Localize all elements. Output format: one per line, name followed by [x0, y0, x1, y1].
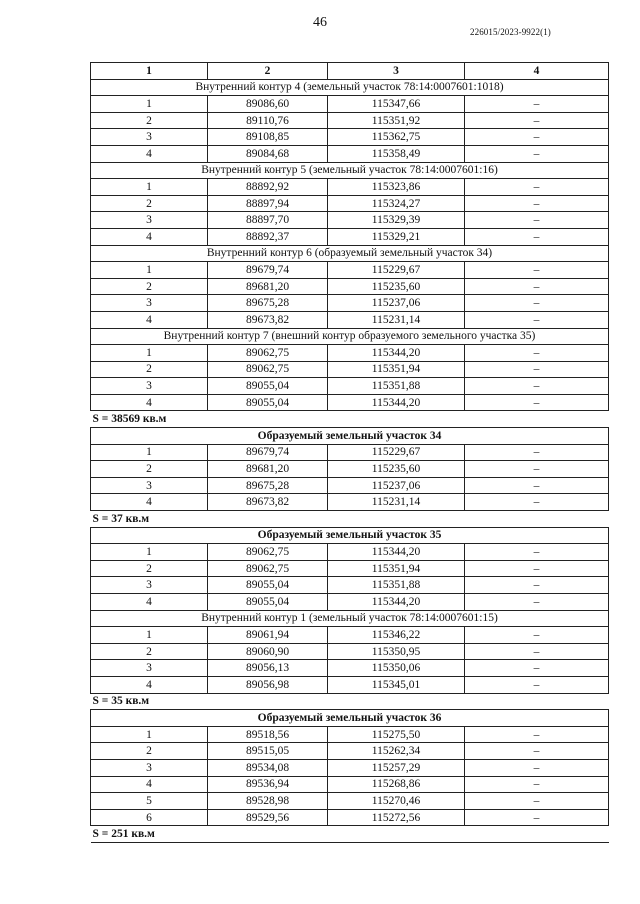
y-coordinate-cell: 115351,92 [328, 112, 465, 129]
table-row [91, 278, 609, 295]
table-row [91, 560, 609, 577]
x-coordinate-cell: 89061,94 [208, 627, 328, 644]
point-number-cell: 4 [91, 676, 208, 693]
x-coordinate-cell: 89110,76 [208, 112, 328, 129]
x-coordinate-cell: 89062,75 [208, 560, 328, 577]
section-heading-row [91, 428, 609, 445]
x-coordinate-cell: 89060,90 [208, 643, 328, 660]
note-cell: – [465, 228, 609, 245]
note-cell: – [465, 726, 609, 743]
x-coordinate-cell: 89529,56 [208, 809, 328, 826]
section-heading-row [91, 710, 609, 727]
x-coordinate-cell: 89084,68 [208, 145, 328, 162]
x-coordinate-cell: 89679,74 [208, 444, 328, 461]
x-coordinate-cell: 89056,98 [208, 676, 328, 693]
note-cell: – [465, 809, 609, 826]
y-coordinate-cell: 115231,14 [328, 494, 465, 511]
x-coordinate-cell: 88897,94 [208, 195, 328, 212]
point-number-cell: 5 [91, 793, 208, 810]
point-number-cell: 4 [91, 494, 208, 511]
x-coordinate-cell: 89515,05 [208, 743, 328, 760]
section-heading-row [91, 610, 609, 627]
table-row [91, 378, 609, 395]
section-heading: Внутренний контур 1 (земельный участок 78:14:0007601:15) [91, 610, 609, 627]
y-coordinate-cell: 115275,50 [328, 726, 465, 743]
x-coordinate-cell: 89062,75 [208, 544, 328, 561]
y-coordinate-cell: 115272,56 [328, 809, 465, 826]
x-coordinate-cell: 89518,56 [208, 726, 328, 743]
y-coordinate-cell: 115344,20 [328, 394, 465, 411]
note-cell: – [465, 394, 609, 411]
y-coordinate-cell: 115358,49 [328, 145, 465, 162]
x-coordinate-cell: 89055,04 [208, 378, 328, 395]
table-row [91, 776, 609, 793]
note-cell: – [465, 195, 609, 212]
table-row [91, 594, 609, 611]
x-coordinate-cell: 89108,85 [208, 129, 328, 146]
table-row [91, 577, 609, 594]
point-number-cell: 1 [91, 627, 208, 644]
y-coordinate-cell: 115237,06 [328, 295, 465, 312]
note-cell: – [465, 560, 609, 577]
table-row [91, 129, 609, 146]
y-coordinate-cell: 115350,06 [328, 660, 465, 677]
note-cell: – [465, 145, 609, 162]
table-row [91, 627, 609, 644]
note-cell: – [465, 759, 609, 776]
note-cell: – [465, 643, 609, 660]
area-total: S = 251 кв.м [91, 826, 609, 843]
section-heading-row [91, 162, 609, 179]
section-heading: Образуемый земельный участок 34 [91, 428, 609, 445]
y-coordinate-cell: 115229,67 [328, 262, 465, 279]
y-coordinate-cell: 115350,95 [328, 643, 465, 660]
note-cell: – [465, 477, 609, 494]
note-cell: – [465, 494, 609, 511]
section-heading-row [91, 79, 609, 96]
page-number: 46 [313, 15, 327, 30]
point-number-cell: 2 [91, 112, 208, 129]
table-row [91, 643, 609, 660]
x-coordinate-cell: 88892,37 [208, 228, 328, 245]
x-coordinate-cell: 89055,04 [208, 577, 328, 594]
table-row [91, 228, 609, 245]
area-total-row [91, 826, 609, 843]
table-row [91, 793, 609, 810]
point-number-cell: 1 [91, 345, 208, 362]
x-coordinate-cell: 89055,04 [208, 394, 328, 411]
x-coordinate-cell: 89536,94 [208, 776, 328, 793]
table-row [91, 96, 609, 113]
header-cell-x: 2 [208, 63, 328, 80]
header-cell-y: 3 [328, 63, 465, 80]
table-row [91, 477, 609, 494]
table-row [91, 195, 609, 212]
table-header-row [91, 63, 609, 80]
point-number-cell: 2 [91, 278, 208, 295]
y-coordinate-cell: 115235,60 [328, 461, 465, 478]
section-heading: Образуемый земельный участок 35 [91, 527, 609, 544]
section-heading: Внутренний контур 5 (земельный участок 78:14:0007601:16) [91, 162, 609, 179]
table-row [91, 809, 609, 826]
section-heading-row [91, 245, 609, 262]
point-number-cell: 3 [91, 577, 208, 594]
y-coordinate-cell: 115351,94 [328, 560, 465, 577]
y-coordinate-cell: 115229,67 [328, 444, 465, 461]
note-cell: – [465, 311, 609, 328]
table-row [91, 394, 609, 411]
note-cell: – [465, 544, 609, 561]
table-row [91, 212, 609, 229]
area-total: S = 37 кв.м [91, 511, 609, 528]
note-cell: – [465, 461, 609, 478]
area-total-row [91, 411, 609, 428]
table-row [91, 179, 609, 196]
area-total: S = 38569 кв.м [91, 411, 609, 428]
point-number-cell: 1 [91, 544, 208, 561]
table-row [91, 759, 609, 776]
table-row [91, 145, 609, 162]
table-row [91, 494, 609, 511]
table-row [91, 345, 609, 362]
table-row [91, 660, 609, 677]
note-cell: – [465, 112, 609, 129]
table-row [91, 311, 609, 328]
x-coordinate-cell: 89679,74 [208, 262, 328, 279]
coordinates-table [90, 62, 609, 843]
y-coordinate-cell: 115268,86 [328, 776, 465, 793]
table-row [91, 361, 609, 378]
x-coordinate-cell: 89056,13 [208, 660, 328, 677]
point-number-cell: 2 [91, 361, 208, 378]
section-heading: Образуемый земельный участок 36 [91, 710, 609, 727]
point-number-cell: 4 [91, 228, 208, 245]
point-number-cell: 3 [91, 660, 208, 677]
note-cell: – [465, 444, 609, 461]
note-cell: – [465, 660, 609, 677]
y-coordinate-cell: 115235,60 [328, 278, 465, 295]
x-coordinate-cell: 89062,75 [208, 345, 328, 362]
area-total: S = 35 кв.м [91, 693, 609, 710]
y-coordinate-cell: 115345,01 [328, 676, 465, 693]
section-heading: Внутренний контур 4 (земельный участок 78:14:0007601:1018) [91, 79, 609, 96]
point-number-cell: 3 [91, 378, 208, 395]
x-coordinate-cell: 89673,82 [208, 311, 328, 328]
table-row [91, 544, 609, 561]
point-number-cell: 4 [91, 776, 208, 793]
table-row [91, 461, 609, 478]
note-cell: – [465, 212, 609, 229]
table-row [91, 676, 609, 693]
y-coordinate-cell: 115351,88 [328, 378, 465, 395]
x-coordinate-cell: 89675,28 [208, 295, 328, 312]
point-number-cell: 1 [91, 262, 208, 279]
document-reference: 226015/2023-9922(1) [470, 27, 551, 37]
note-cell: – [465, 278, 609, 295]
y-coordinate-cell: 115329,21 [328, 228, 465, 245]
section-heading-row [91, 328, 609, 345]
x-coordinate-cell: 89675,28 [208, 477, 328, 494]
y-coordinate-cell: 115270,46 [328, 793, 465, 810]
section-heading: Внутренний контур 6 (образуемый земельный участок 34) [91, 245, 609, 262]
y-coordinate-cell: 115323,86 [328, 179, 465, 196]
point-number-cell: 3 [91, 212, 208, 229]
x-coordinate-cell: 89534,08 [208, 759, 328, 776]
y-coordinate-cell: 115351,94 [328, 361, 465, 378]
note-cell: – [465, 793, 609, 810]
header-cell-point: 1 [91, 63, 208, 80]
point-number-cell: 1 [91, 444, 208, 461]
table-row [91, 112, 609, 129]
point-number-cell: 2 [91, 643, 208, 660]
point-number-cell: 1 [91, 96, 208, 113]
point-number-cell: 2 [91, 195, 208, 212]
table-row [91, 743, 609, 760]
note-cell: – [465, 378, 609, 395]
y-coordinate-cell: 115262,34 [328, 743, 465, 760]
point-number-cell: 4 [91, 145, 208, 162]
section-heading-row [91, 527, 609, 544]
point-number-cell: 6 [91, 809, 208, 826]
y-coordinate-cell: 115231,14 [328, 311, 465, 328]
y-coordinate-cell: 115347,66 [328, 96, 465, 113]
x-coordinate-cell: 89673,82 [208, 494, 328, 511]
note-cell: – [465, 577, 609, 594]
x-coordinate-cell: 89681,20 [208, 461, 328, 478]
point-number-cell: 2 [91, 461, 208, 478]
x-coordinate-cell: 89062,75 [208, 361, 328, 378]
x-coordinate-cell: 89055,04 [208, 594, 328, 611]
point-number-cell: 3 [91, 295, 208, 312]
point-number-cell: 1 [91, 179, 208, 196]
note-cell: – [465, 179, 609, 196]
note-cell: – [465, 262, 609, 279]
note-cell: – [465, 96, 609, 113]
x-coordinate-cell: 88897,70 [208, 212, 328, 229]
point-number-cell: 4 [91, 594, 208, 611]
y-coordinate-cell: 115237,06 [328, 477, 465, 494]
table-row [91, 295, 609, 312]
y-coordinate-cell: 115344,20 [328, 345, 465, 362]
point-number-cell: 4 [91, 394, 208, 411]
x-coordinate-cell: 89086,60 [208, 96, 328, 113]
section-heading: Внутренний контур 7 (внешний контур образуемого земельного участка 35) [91, 328, 609, 345]
note-cell: – [465, 129, 609, 146]
point-number-cell: 2 [91, 560, 208, 577]
x-coordinate-cell: 89681,20 [208, 278, 328, 295]
note-cell: – [465, 676, 609, 693]
point-number-cell: 3 [91, 477, 208, 494]
point-number-cell: 3 [91, 129, 208, 146]
note-cell: – [465, 345, 609, 362]
y-coordinate-cell: 115346,22 [328, 627, 465, 644]
point-number-cell: 4 [91, 311, 208, 328]
x-coordinate-cell: 88892,92 [208, 179, 328, 196]
y-coordinate-cell: 115344,20 [328, 594, 465, 611]
y-coordinate-cell: 115257,29 [328, 759, 465, 776]
note-cell: – [465, 627, 609, 644]
table-row [91, 726, 609, 743]
note-cell: – [465, 743, 609, 760]
note-cell: – [465, 594, 609, 611]
area-total-row [91, 693, 609, 710]
note-cell: – [465, 776, 609, 793]
table-row [91, 262, 609, 279]
y-coordinate-cell: 115351,88 [328, 577, 465, 594]
y-coordinate-cell: 115362,75 [328, 129, 465, 146]
point-number-cell: 1 [91, 726, 208, 743]
header-cell-note: 4 [465, 63, 609, 80]
y-coordinate-cell: 115324,27 [328, 195, 465, 212]
point-number-cell: 3 [91, 759, 208, 776]
table-row [91, 444, 609, 461]
note-cell: – [465, 361, 609, 378]
y-coordinate-cell: 115344,20 [328, 544, 465, 561]
point-number-cell: 2 [91, 743, 208, 760]
area-total-row [91, 511, 609, 528]
note-cell: – [465, 295, 609, 312]
coordinates-table-body [91, 63, 609, 843]
y-coordinate-cell: 115329,39 [328, 212, 465, 229]
x-coordinate-cell: 89528,98 [208, 793, 328, 810]
